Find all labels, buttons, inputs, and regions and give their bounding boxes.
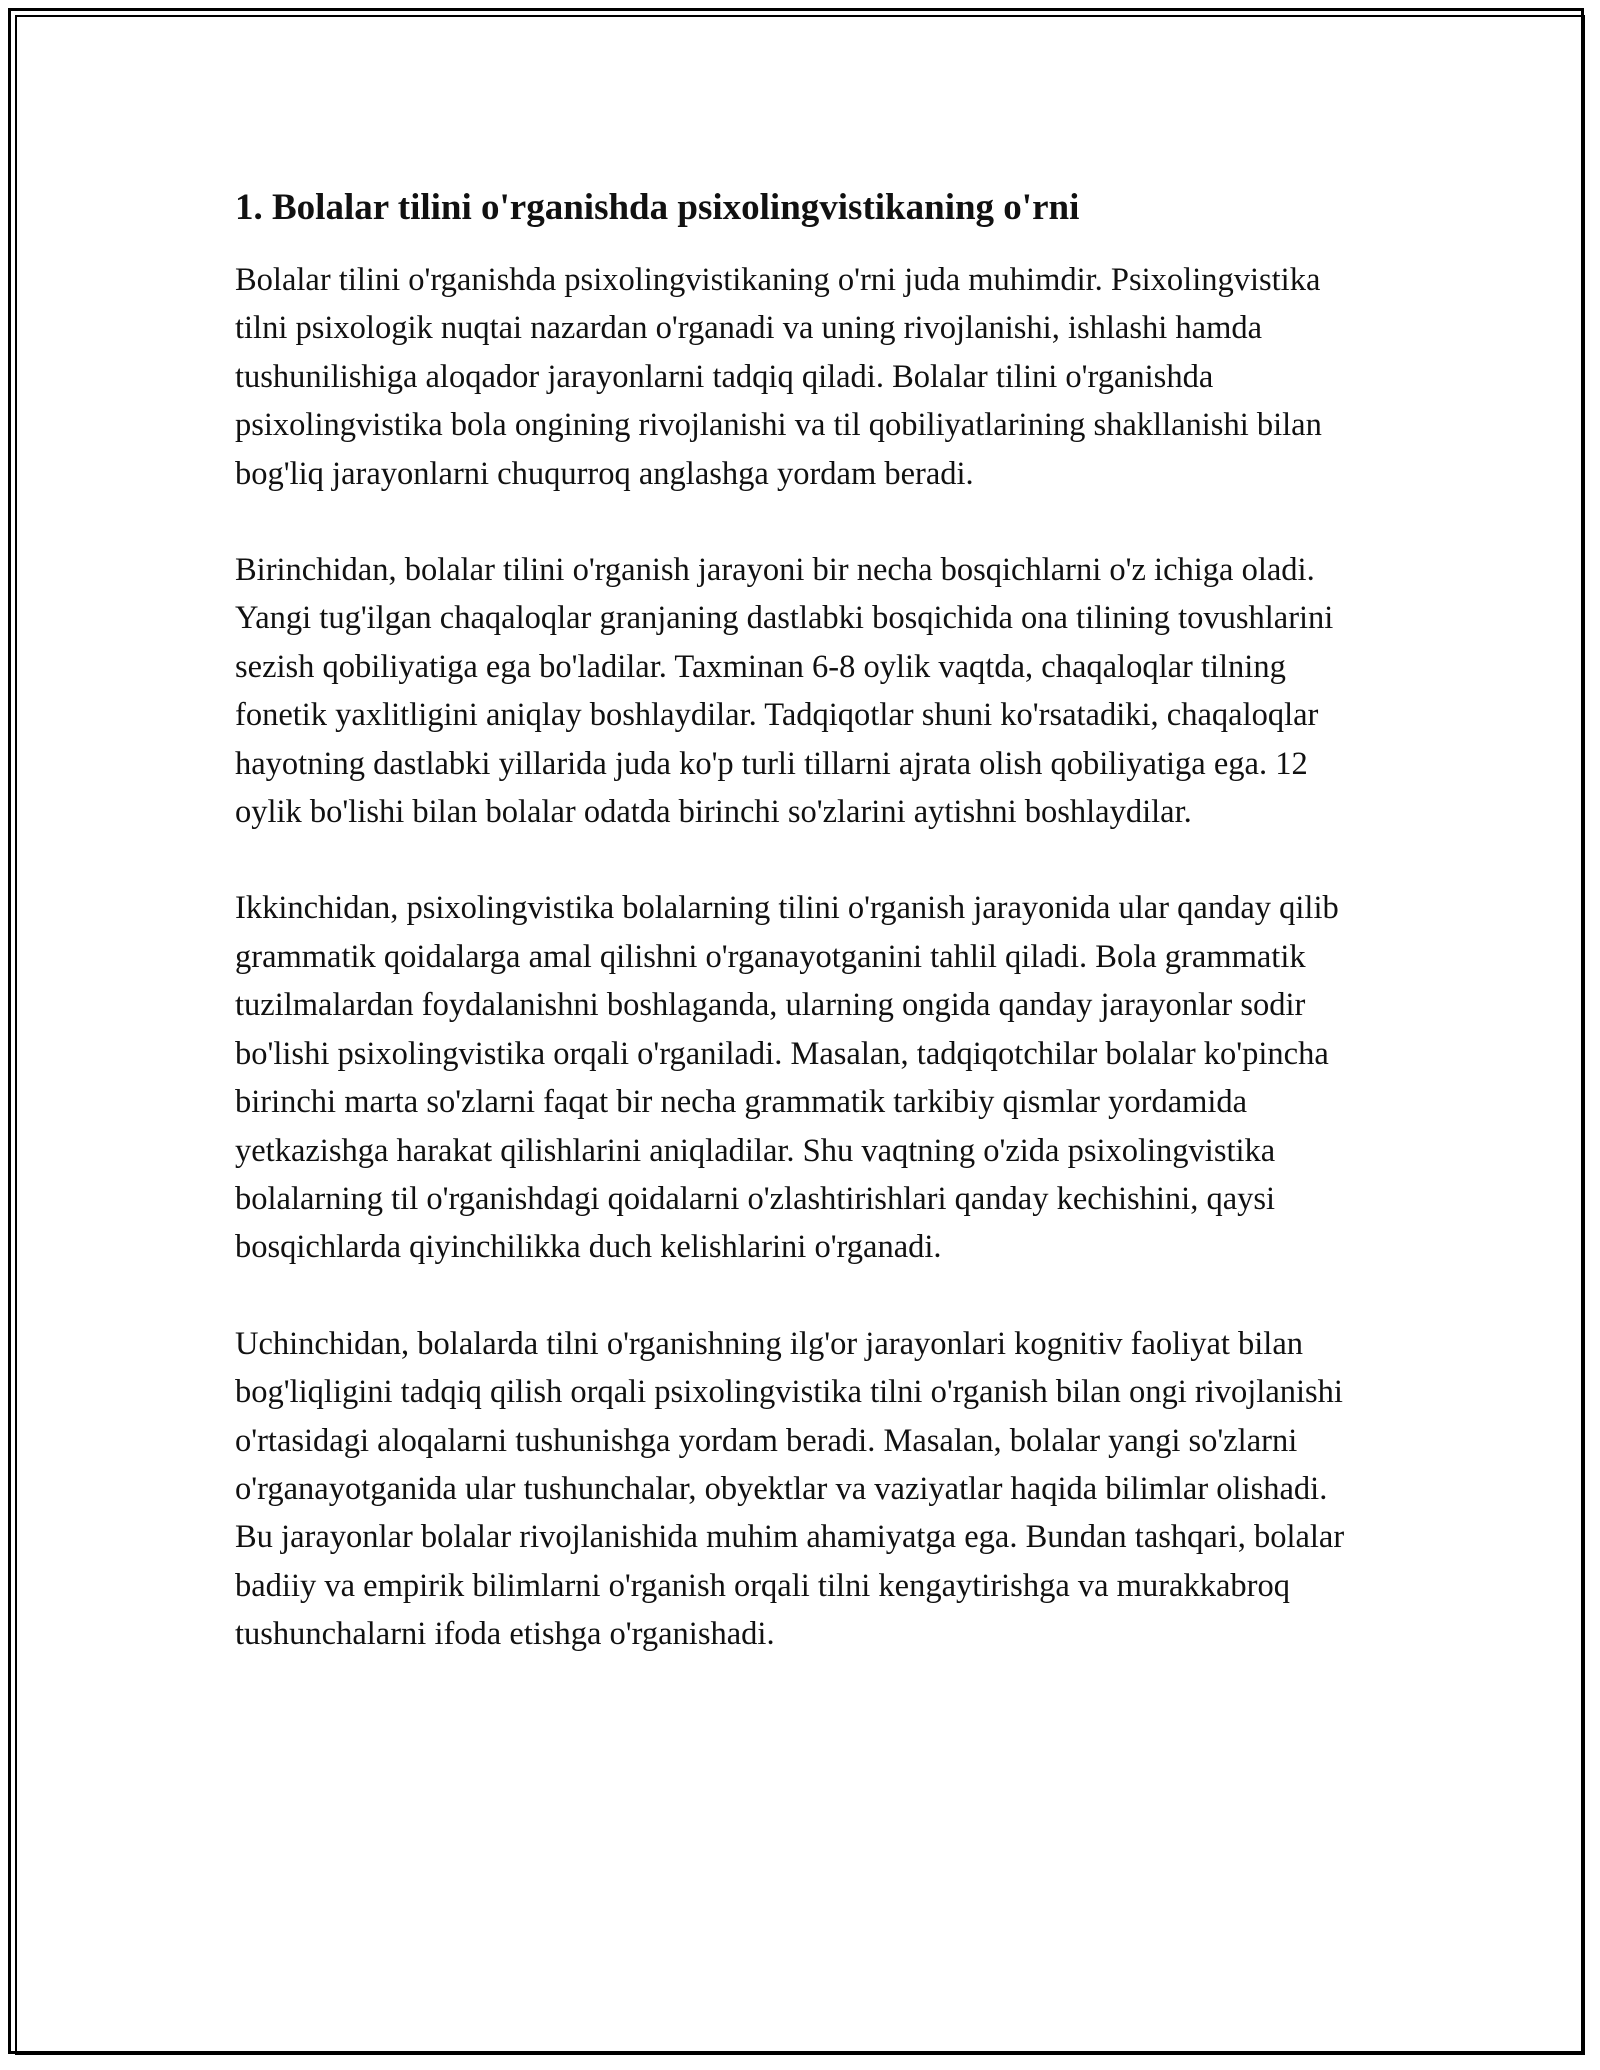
paragraph-first: Birinchidan, bolalar tilini o'rganish jarayoni bir necha bosqichlarni o'z ichiga oladi. Yangi tug'ilgan chaqaloqlar granjaning dastlabki bosqichida ona tilining tovushlarini sezish qobiliyatiga ega bo'ladilar. Taxminan 6-8 oylik vaqtda, chaqaloqlar tilning fonetik yaxlitligini aniqlay boshlaydilar. Tadqiqotlar shuni ko'rsatadiki, chaqaloqlar hayotning dastlabki yillarida juda ko'p turli tillarni ajrata olish qobiliyatiga ega. 12 oylik bo'lishi bilan bolalar odatda birinchi so'zlarini aytishni boshlaydilar. (235, 552, 1334, 831)
document-body (235, 184, 1365, 1707)
paragraph-third: Uchinchidan, bolalarda tilni o'rganishning ilg'or jarayonlari kognitiv faoliyat bilan bog'liqligini tadqiq qilish orqali psixolingvistika tilni o'rganish bilan ongi rivojlanishi o'rtasidagi aloqalarni tushunishga yordam beradi. Masalan, bolalar yangi so'zlarni o'rganayotganida ular tushunchalar, obyektlar va vaziyatlar haqida bilimlar olishadi. Bu jarayonlar bolalar rivojlanishida muhim ahamiyatga ega. Bundan tashqari, bolalar badiiy va empirik bilimlarni o'rganish orqali tilni kengaytirishga va murakkabroq tushunchalarni ifoda etishga o'rganishadi. (235, 1325, 1345, 1653)
document-title: 1. Bolalar tilini o'rganishda psixolingvistikaning o'rni (235, 187, 1080, 228)
paragraph-intro: Bolalar tilini o'rganishda psixolingvistikaning o'rni juda muhimdir. Psixolingvistika tilni psixologik nuqtai nazardan o'rganadi va uning rivojlanishi, ishlashi hamda tushunilishiga aloqador jarayonlarni tadqiq qiladi. Bolalar tilini o'rganishda psixolingvistika bola ongining rivojlanishi va til qobiliyatlarining shakllanishi bilan bog'liq jarayonlarni chuqurroq anglashga yordam beradi. (235, 262, 1322, 492)
paragraph-second: Ikkinchidan, psixolingvistika bolalarning tilini o'rganish jarayonida ular qanday qilib grammatik qoidalarga amal qilishni o'rganayotganini tahlil qiladi. Bola grammatik tuzilmalardan foydalanishni boshlaganda, ularning ongida qanday jarayonlar sodir bo'lishi psixolingvistika orqali o'rganiladi. Masalan, tadqiqotchilar bolalar ko'pincha birinchi marta so'zlarni faqat bir necha grammatik tarkibiy qismlar yordamida yetkazishga harakat qilishlarini aniqladilar. Shu vaqtning o'zida psixolingvistika bolalarning til o'rganishdagi qoidalarni o'zlashtirishlari qanday kechishini, qaysi bosqichlarda qiyinchilikka duch kelishlarini o'rganadi. (235, 890, 1339, 1266)
